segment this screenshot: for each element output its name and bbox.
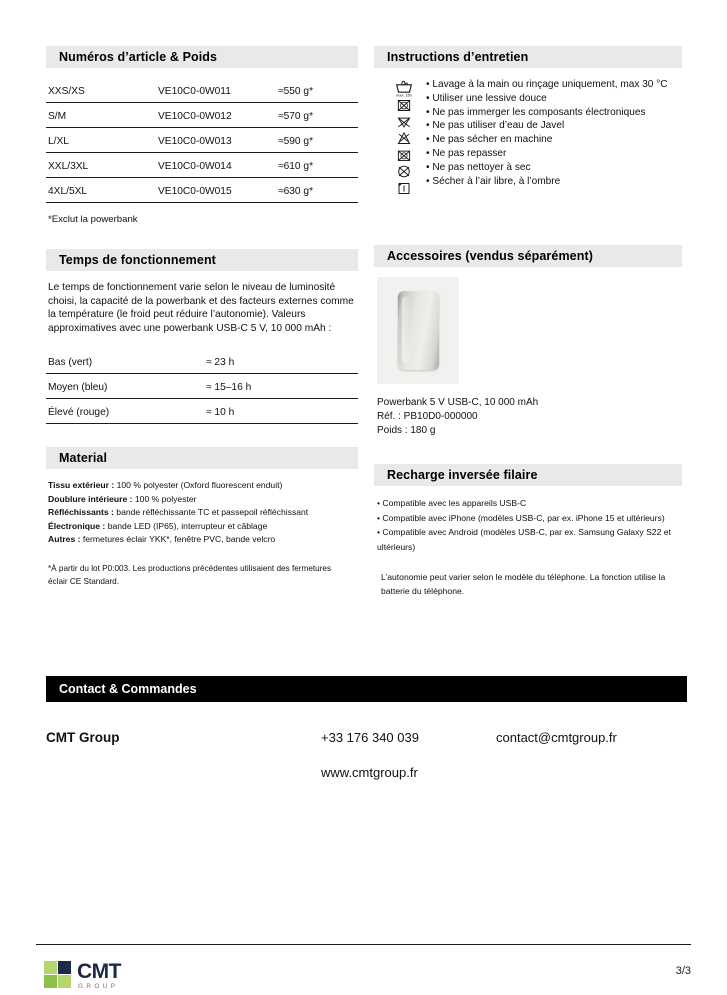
list-item: • Sécher à l’air libre, à l’ombre — [426, 175, 668, 189]
logo-square-top-right — [58, 961, 71, 974]
material-label: Autres : — [48, 534, 81, 544]
material-row — [48, 479, 358, 492]
material-label: Réfléchissants : — [48, 507, 114, 518]
cell-ref: VE10C0-0W013 — [158, 128, 278, 153]
right-column — [374, 46, 682, 598]
cell-size: L/XL — [46, 128, 158, 153]
contact-row-website — [46, 765, 687, 780]
material-value: bande réfléchissante TC et passepoil réfléchissant — [113, 507, 309, 518]
table-row — [46, 103, 358, 128]
cell-weight: ≈590 g* — [278, 128, 358, 153]
table-row — [46, 399, 358, 424]
section-title-care: Instructions d’entretien — [374, 46, 682, 68]
material-list — [46, 479, 358, 546]
logo-sub-text: GROUP — [78, 983, 119, 990]
contact-website[interactable]: www.cmtgroup.fr — [321, 765, 418, 780]
material-label: Électronique : — [48, 520, 106, 531]
powerbank-photo — [377, 277, 459, 384]
cell-level: Élevé (rouge) — [46, 399, 206, 424]
contact-email[interactable]: contact@cmtgroup.fr — [496, 730, 617, 745]
cell-weight: ≈550 g* — [278, 78, 358, 103]
logo-square-top-left — [44, 961, 57, 974]
do-not-iron-icon — [395, 148, 413, 163]
article-numbers-body — [46, 78, 358, 203]
care-icon-column — [390, 78, 418, 197]
logo-square-bottom-right — [58, 975, 71, 988]
list-item: • Ne pas repasser — [426, 147, 668, 161]
contact-details — [46, 730, 687, 780]
cell-ref: VE10C0-0W012 — [158, 103, 278, 128]
cell-size: S/M — [46, 103, 158, 128]
section-runtime — [46, 249, 358, 424]
table-row — [46, 128, 358, 153]
contact-row-primary — [46, 730, 687, 745]
material-note: *À partir du lot P0:003. Les productions précédentes utilisaient des fermetures éclair CE Standard. — [48, 564, 332, 586]
section-title-reverse-charging: Recharge inversée filaire — [374, 464, 682, 486]
footer-divider — [36, 944, 691, 945]
section-title-runtime: Temps de fonctionnement — [46, 249, 358, 271]
section-material — [46, 447, 358, 588]
contact-band-title: Contact & Commandes — [46, 676, 687, 702]
section-care-instructions — [374, 46, 682, 197]
accessory-weight: Poids : 180 g — [377, 425, 436, 436]
material-value: fermetures éclair YKK*, fenêtre PVC, bande velcro — [80, 534, 276, 544]
cell-ref: VE10C0-0W015 — [158, 178, 278, 203]
care-icon-note: max. 25x — [396, 92, 412, 98]
material-row — [48, 533, 358, 546]
list-item: • Lavage à la main ou rinçage uniquement, max 30 °C — [426, 78, 668, 92]
material-row — [48, 520, 358, 533]
hand-wash-icon — [395, 79, 413, 98]
section-title-accessories: Accessoires (vendus séparément) — [374, 245, 682, 267]
accessory-name: Powerbank 5 V USB-C, 10 000 mAh — [377, 397, 539, 408]
material-row — [48, 493, 358, 506]
cell-weight: ≈570 g* — [278, 103, 358, 128]
do-not-tumble-dry-icon — [395, 131, 413, 146]
material-value: 100 % polyester — [132, 493, 197, 504]
article-numbers-table — [46, 78, 358, 203]
logo-wordmark — [77, 961, 121, 990]
company-name: CMT Group — [46, 730, 120, 745]
section-title-article-numbers: Numéros d’article & Poids — [46, 46, 358, 68]
article-numbers-footnote: *Exclut la powerbank — [48, 214, 138, 225]
material-label: Tissu extérieur : — [48, 480, 115, 491]
section-accessories — [374, 245, 682, 438]
cell-weight: ≈610 g* — [278, 153, 358, 178]
list-item: • Ne pas nettoyer à sec — [426, 161, 668, 175]
reverse-charging-list — [374, 496, 682, 554]
table-row — [46, 178, 358, 203]
reverse-charging-note: L’autonomie peut varier selon le modèle du téléphone. La fonction utilise la batterie du téléphone. — [381, 572, 666, 596]
cell-weight: ≈630 g* — [278, 178, 358, 203]
list-item: • Ne pas immerger les composants électroniques — [426, 106, 668, 120]
accessories-caption — [374, 396, 682, 438]
section-article-numbers — [46, 46, 358, 225]
runtime-table — [46, 349, 358, 424]
accessory-ref: Réf. : PB10D0-000000 — [377, 411, 478, 422]
do-not-submerge-icon — [395, 98, 413, 113]
runtime-intro: Le temps de fonctionnement varie selon le niveau de luminosité choisi, la capacité de la powerbank et des facteurs externes comme la température (le froid peut réduire l’autonomie). Valeurs approximatives avec une powerbank USB-C 5 V, 10 000 mAh : — [48, 282, 354, 334]
left-column — [46, 46, 358, 588]
logo-main-text: CMT — [77, 960, 121, 983]
do-not-bleach-icon — [395, 115, 413, 130]
cell-size: XXS/XS — [46, 78, 158, 103]
cell-ref: VE10C0-0W011 — [158, 78, 278, 103]
table-row — [46, 349, 358, 374]
do-not-dry-clean-icon — [395, 164, 413, 179]
page-number: 3/3 — [675, 965, 691, 977]
cell-time: ≈ 15–16 h — [206, 374, 358, 399]
cmt-group-logo — [44, 961, 121, 990]
care-content — [374, 78, 682, 197]
table-row — [46, 374, 358, 399]
list-item: • Compatible avec les appareils USB-C — [377, 496, 682, 511]
powerbank-body — [398, 291, 439, 370]
cell-level: Moyen (bleu) — [46, 374, 206, 399]
cell-time: ≈ 23 h — [206, 349, 358, 374]
material-label: Doublure intérieure : — [48, 493, 133, 504]
table-row — [46, 153, 358, 178]
logo-squares-icon — [44, 961, 71, 988]
logo-square-bottom-left — [44, 975, 57, 988]
section-title-material: Material — [46, 447, 358, 469]
care-instruction-list — [426, 78, 668, 197]
contact-phone[interactable]: +33 176 340 039 — [321, 730, 419, 745]
material-value: 100 % polyester (Oxford fluorescent enduit) — [114, 480, 283, 491]
section-reverse-charging — [374, 464, 682, 598]
list-item: • Ne pas sécher en machine — [426, 133, 668, 147]
cell-time: ≈ 10 h — [206, 399, 358, 424]
table-row — [46, 78, 358, 103]
list-item: • Compatible avec iPhone (modèles USB-C, par ex. iPhone 15 et ultérieurs) — [377, 511, 682, 526]
list-item: • Compatible avec Android (modèles USB-C, par ex. Samsung Galaxy S22 et ultérieurs) — [377, 525, 682, 554]
list-item: • Ne pas utiliser d’eau de Javel — [426, 119, 668, 133]
cell-level: Bas (vert) — [46, 349, 206, 374]
line-dry-in-shade-icon — [395, 181, 413, 196]
cell-ref: VE10C0-0W014 — [158, 153, 278, 178]
material-row — [48, 506, 358, 519]
cell-size: 4XL/5XL — [46, 178, 158, 203]
list-item: • Utiliser une lessive douce — [426, 92, 668, 106]
cell-size: XXL/3XL — [46, 153, 158, 178]
material-value: bande LED (IP65), interrupteur et câblage — [105, 520, 268, 531]
